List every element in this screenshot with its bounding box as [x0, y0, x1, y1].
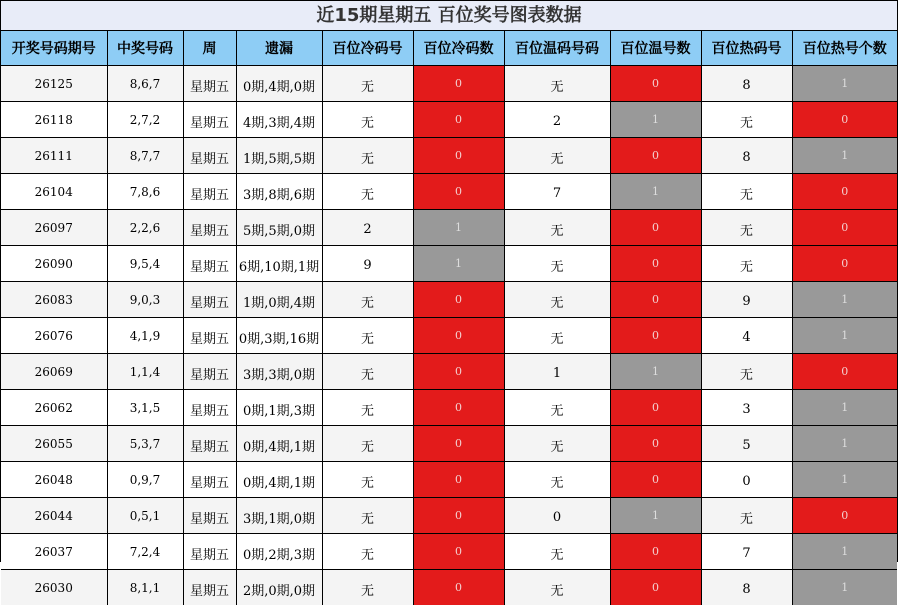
table-row [1, 210, 897, 246]
winning-number-cell: 2,2,6 [107, 210, 183, 246]
weekday-cell: 星期五 [183, 102, 236, 138]
cold-count-cell: 0 [413, 174, 504, 210]
winning-number-cell: 9,5,4 [107, 246, 183, 282]
hot-code-cell: 0 [701, 462, 792, 498]
cold-code-cell: 无 [322, 426, 413, 462]
warm-count-cell: 0 [610, 138, 701, 174]
cold-code-cell: 9 [322, 246, 413, 282]
table-row [1, 570, 897, 605]
issue-cell: 26104 [1, 174, 107, 210]
table-row [1, 498, 897, 534]
hot-count-cell: 1 [792, 282, 897, 318]
table-row [1, 462, 897, 498]
miss-cell: 2期,0期,0期 [236, 570, 322, 605]
issue-cell: 26090 [1, 246, 107, 282]
hot-code-cell: 8 [701, 138, 792, 174]
data-table [1, 31, 897, 605]
issue-cell: 26062 [1, 390, 107, 426]
miss-cell: 5期,5期,0期 [236, 210, 322, 246]
cold-code-cell: 无 [322, 282, 413, 318]
hot-code-cell: 无 [701, 354, 792, 390]
table-row [1, 282, 897, 318]
page-title: 近15期星期五 百位奖号图表数据 [1, 1, 897, 31]
warm-count-cell: 0 [610, 570, 701, 605]
hot-code-cell: 4 [701, 318, 792, 354]
hot-code-cell: 8 [701, 570, 792, 605]
miss-cell: 0期,2期,3期 [236, 534, 322, 570]
hot-count-cell: 0 [792, 102, 897, 138]
warm-code-cell: 无 [504, 318, 610, 354]
cold-count-cell: 0 [413, 534, 504, 570]
issue-cell: 26030 [1, 570, 107, 605]
table-row [1, 318, 897, 354]
issue-cell: 26083 [1, 282, 107, 318]
cold-code-cell: 无 [322, 102, 413, 138]
hot-code-cell: 5 [701, 426, 792, 462]
table-row [1, 138, 897, 174]
cold-count-cell: 0 [413, 138, 504, 174]
column-header: 遗漏 [236, 31, 322, 66]
winning-number-cell: 1,1,4 [107, 354, 183, 390]
weekday-cell: 星期五 [183, 462, 236, 498]
warm-count-cell: 0 [610, 246, 701, 282]
winning-number-cell: 2,7,2 [107, 102, 183, 138]
warm-count-cell: 0 [610, 282, 701, 318]
warm-code-cell: 2 [504, 102, 610, 138]
warm-code-cell: 0 [504, 498, 610, 534]
weekday-cell: 星期五 [183, 318, 236, 354]
cold-count-cell: 0 [413, 102, 504, 138]
cold-count-cell: 0 [413, 570, 504, 605]
warm-code-cell: 无 [504, 246, 610, 282]
miss-cell: 3期,3期,0期 [236, 354, 322, 390]
table-row [1, 354, 897, 390]
hot-count-cell: 1 [792, 462, 897, 498]
hot-code-cell: 3 [701, 390, 792, 426]
cold-code-cell: 无 [322, 174, 413, 210]
table-row [1, 246, 897, 282]
hot-count-cell: 0 [792, 354, 897, 390]
hot-count-cell: 1 [792, 138, 897, 174]
warm-count-cell: 0 [610, 66, 701, 102]
warm-count-cell: 0 [610, 390, 701, 426]
table-row [1, 390, 897, 426]
cold-code-cell: 无 [322, 66, 413, 102]
issue-cell: 26076 [1, 318, 107, 354]
weekday-cell: 星期五 [183, 282, 236, 318]
cold-code-cell: 无 [322, 390, 413, 426]
warm-count-cell: 0 [610, 534, 701, 570]
warm-count-cell: 1 [610, 102, 701, 138]
warm-code-cell: 无 [504, 138, 610, 174]
cold-code-cell: 无 [322, 318, 413, 354]
issue-cell: 26097 [1, 210, 107, 246]
issue-cell: 26044 [1, 498, 107, 534]
column-header: 百位冷码数 [413, 31, 504, 66]
column-header: 百位冷码号 [322, 31, 413, 66]
warm-count-cell: 1 [610, 354, 701, 390]
cold-count-cell: 1 [413, 246, 504, 282]
hot-count-cell: 1 [792, 66, 897, 102]
cold-count-cell: 0 [413, 390, 504, 426]
hot-count-cell: 1 [792, 390, 897, 426]
table-row [1, 174, 897, 210]
issue-cell: 26037 [1, 534, 107, 570]
table-header-row [1, 31, 897, 66]
cold-count-cell: 0 [413, 282, 504, 318]
hot-code-cell: 无 [701, 210, 792, 246]
cold-count-cell: 1 [413, 210, 504, 246]
winning-number-cell: 0,9,7 [107, 462, 183, 498]
column-header: 百位温码号码 [504, 31, 610, 66]
miss-cell: 1期,5期,5期 [236, 138, 322, 174]
winning-number-cell: 3,1,5 [107, 390, 183, 426]
hot-count-cell: 0 [792, 246, 897, 282]
winning-number-cell: 7,2,4 [107, 534, 183, 570]
cold-code-cell: 无 [322, 570, 413, 605]
miss-cell: 6期,10期,1期 [236, 246, 322, 282]
hot-code-cell: 无 [701, 102, 792, 138]
miss-cell: 3期,1期,0期 [236, 498, 322, 534]
hot-count-cell: 1 [792, 570, 897, 605]
column-header: 周 [183, 31, 236, 66]
cold-count-cell: 0 [413, 66, 504, 102]
weekday-cell: 星期五 [183, 390, 236, 426]
hot-code-cell: 无 [701, 174, 792, 210]
issue-cell: 26125 [1, 66, 107, 102]
warm-code-cell: 无 [504, 390, 610, 426]
miss-cell: 0期,4期,1期 [236, 426, 322, 462]
hot-count-cell: 0 [792, 498, 897, 534]
warm-code-cell: 无 [504, 534, 610, 570]
cold-count-cell: 0 [413, 462, 504, 498]
warm-code-cell: 无 [504, 66, 610, 102]
warm-code-cell: 1 [504, 354, 610, 390]
cold-count-cell: 0 [413, 498, 504, 534]
hot-code-cell: 8 [701, 66, 792, 102]
cold-count-cell: 0 [413, 354, 504, 390]
issue-cell: 26118 [1, 102, 107, 138]
warm-code-cell: 7 [504, 174, 610, 210]
cold-code-cell: 2 [322, 210, 413, 246]
warm-code-cell: 无 [504, 282, 610, 318]
weekday-cell: 星期五 [183, 246, 236, 282]
winning-number-cell: 5,3,7 [107, 426, 183, 462]
miss-cell: 0期,3期,16期 [236, 318, 322, 354]
table-row [1, 66, 897, 102]
miss-cell: 0期,4期,1期 [236, 462, 322, 498]
weekday-cell: 星期五 [183, 66, 236, 102]
weekday-cell: 星期五 [183, 498, 236, 534]
cold-code-cell: 无 [322, 462, 413, 498]
warm-code-cell: 无 [504, 210, 610, 246]
column-header: 中奖号码 [107, 31, 183, 66]
cold-code-cell: 无 [322, 138, 413, 174]
column-header: 百位温号数 [610, 31, 701, 66]
issue-cell: 26111 [1, 138, 107, 174]
hot-code-cell: 无 [701, 498, 792, 534]
weekday-cell: 星期五 [183, 210, 236, 246]
hot-count-cell: 0 [792, 174, 897, 210]
cold-code-cell: 无 [322, 354, 413, 390]
hot-count-cell: 0 [792, 210, 897, 246]
weekday-cell: 星期五 [183, 138, 236, 174]
column-header: 百位热号个数 [792, 31, 897, 66]
weekday-cell: 星期五 [183, 174, 236, 210]
issue-cell: 26055 [1, 426, 107, 462]
warm-count-cell: 0 [610, 426, 701, 462]
warm-code-cell: 无 [504, 426, 610, 462]
cold-code-cell: 无 [322, 498, 413, 534]
miss-cell: 0期,1期,3期 [236, 390, 322, 426]
winning-number-cell: 8,7,7 [107, 138, 183, 174]
hot-code-cell: 7 [701, 534, 792, 570]
hot-count-cell: 1 [792, 426, 897, 462]
cold-count-cell: 0 [413, 426, 504, 462]
warm-count-cell: 1 [610, 174, 701, 210]
miss-cell: 4期,3期,4期 [236, 102, 322, 138]
warm-count-cell: 0 [610, 462, 701, 498]
hot-count-cell: 1 [792, 318, 897, 354]
winning-number-cell: 4,1,9 [107, 318, 183, 354]
warm-count-cell: 1 [610, 498, 701, 534]
winning-number-cell: 7,8,6 [107, 174, 183, 210]
table-row [1, 534, 897, 570]
hot-code-cell: 9 [701, 282, 792, 318]
winning-number-cell: 0,5,1 [107, 498, 183, 534]
weekday-cell: 星期五 [183, 570, 236, 605]
miss-cell: 0期,4期,0期 [236, 66, 322, 102]
miss-cell: 3期,8期,6期 [236, 174, 322, 210]
issue-cell: 26069 [1, 354, 107, 390]
column-header: 开奖号码期号 [1, 31, 107, 66]
weekday-cell: 星期五 [183, 426, 236, 462]
hot-count-cell: 1 [792, 534, 897, 570]
warm-count-cell: 0 [610, 318, 701, 354]
cold-count-cell: 0 [413, 318, 504, 354]
winning-number-cell: 9,0,3 [107, 282, 183, 318]
winning-number-cell: 8,6,7 [107, 66, 183, 102]
issue-cell: 26048 [1, 462, 107, 498]
hot-code-cell: 无 [701, 246, 792, 282]
weekday-cell: 星期五 [183, 354, 236, 390]
table-row [1, 426, 897, 462]
warm-count-cell: 0 [610, 210, 701, 246]
winning-number-cell: 8,1,1 [107, 570, 183, 605]
table-row [1, 102, 897, 138]
warm-code-cell: 无 [504, 570, 610, 605]
column-header: 百位热码号 [701, 31, 792, 66]
cold-code-cell: 无 [322, 534, 413, 570]
warm-code-cell: 无 [504, 462, 610, 498]
miss-cell: 1期,0期,4期 [236, 282, 322, 318]
weekday-cell: 星期五 [183, 534, 236, 570]
